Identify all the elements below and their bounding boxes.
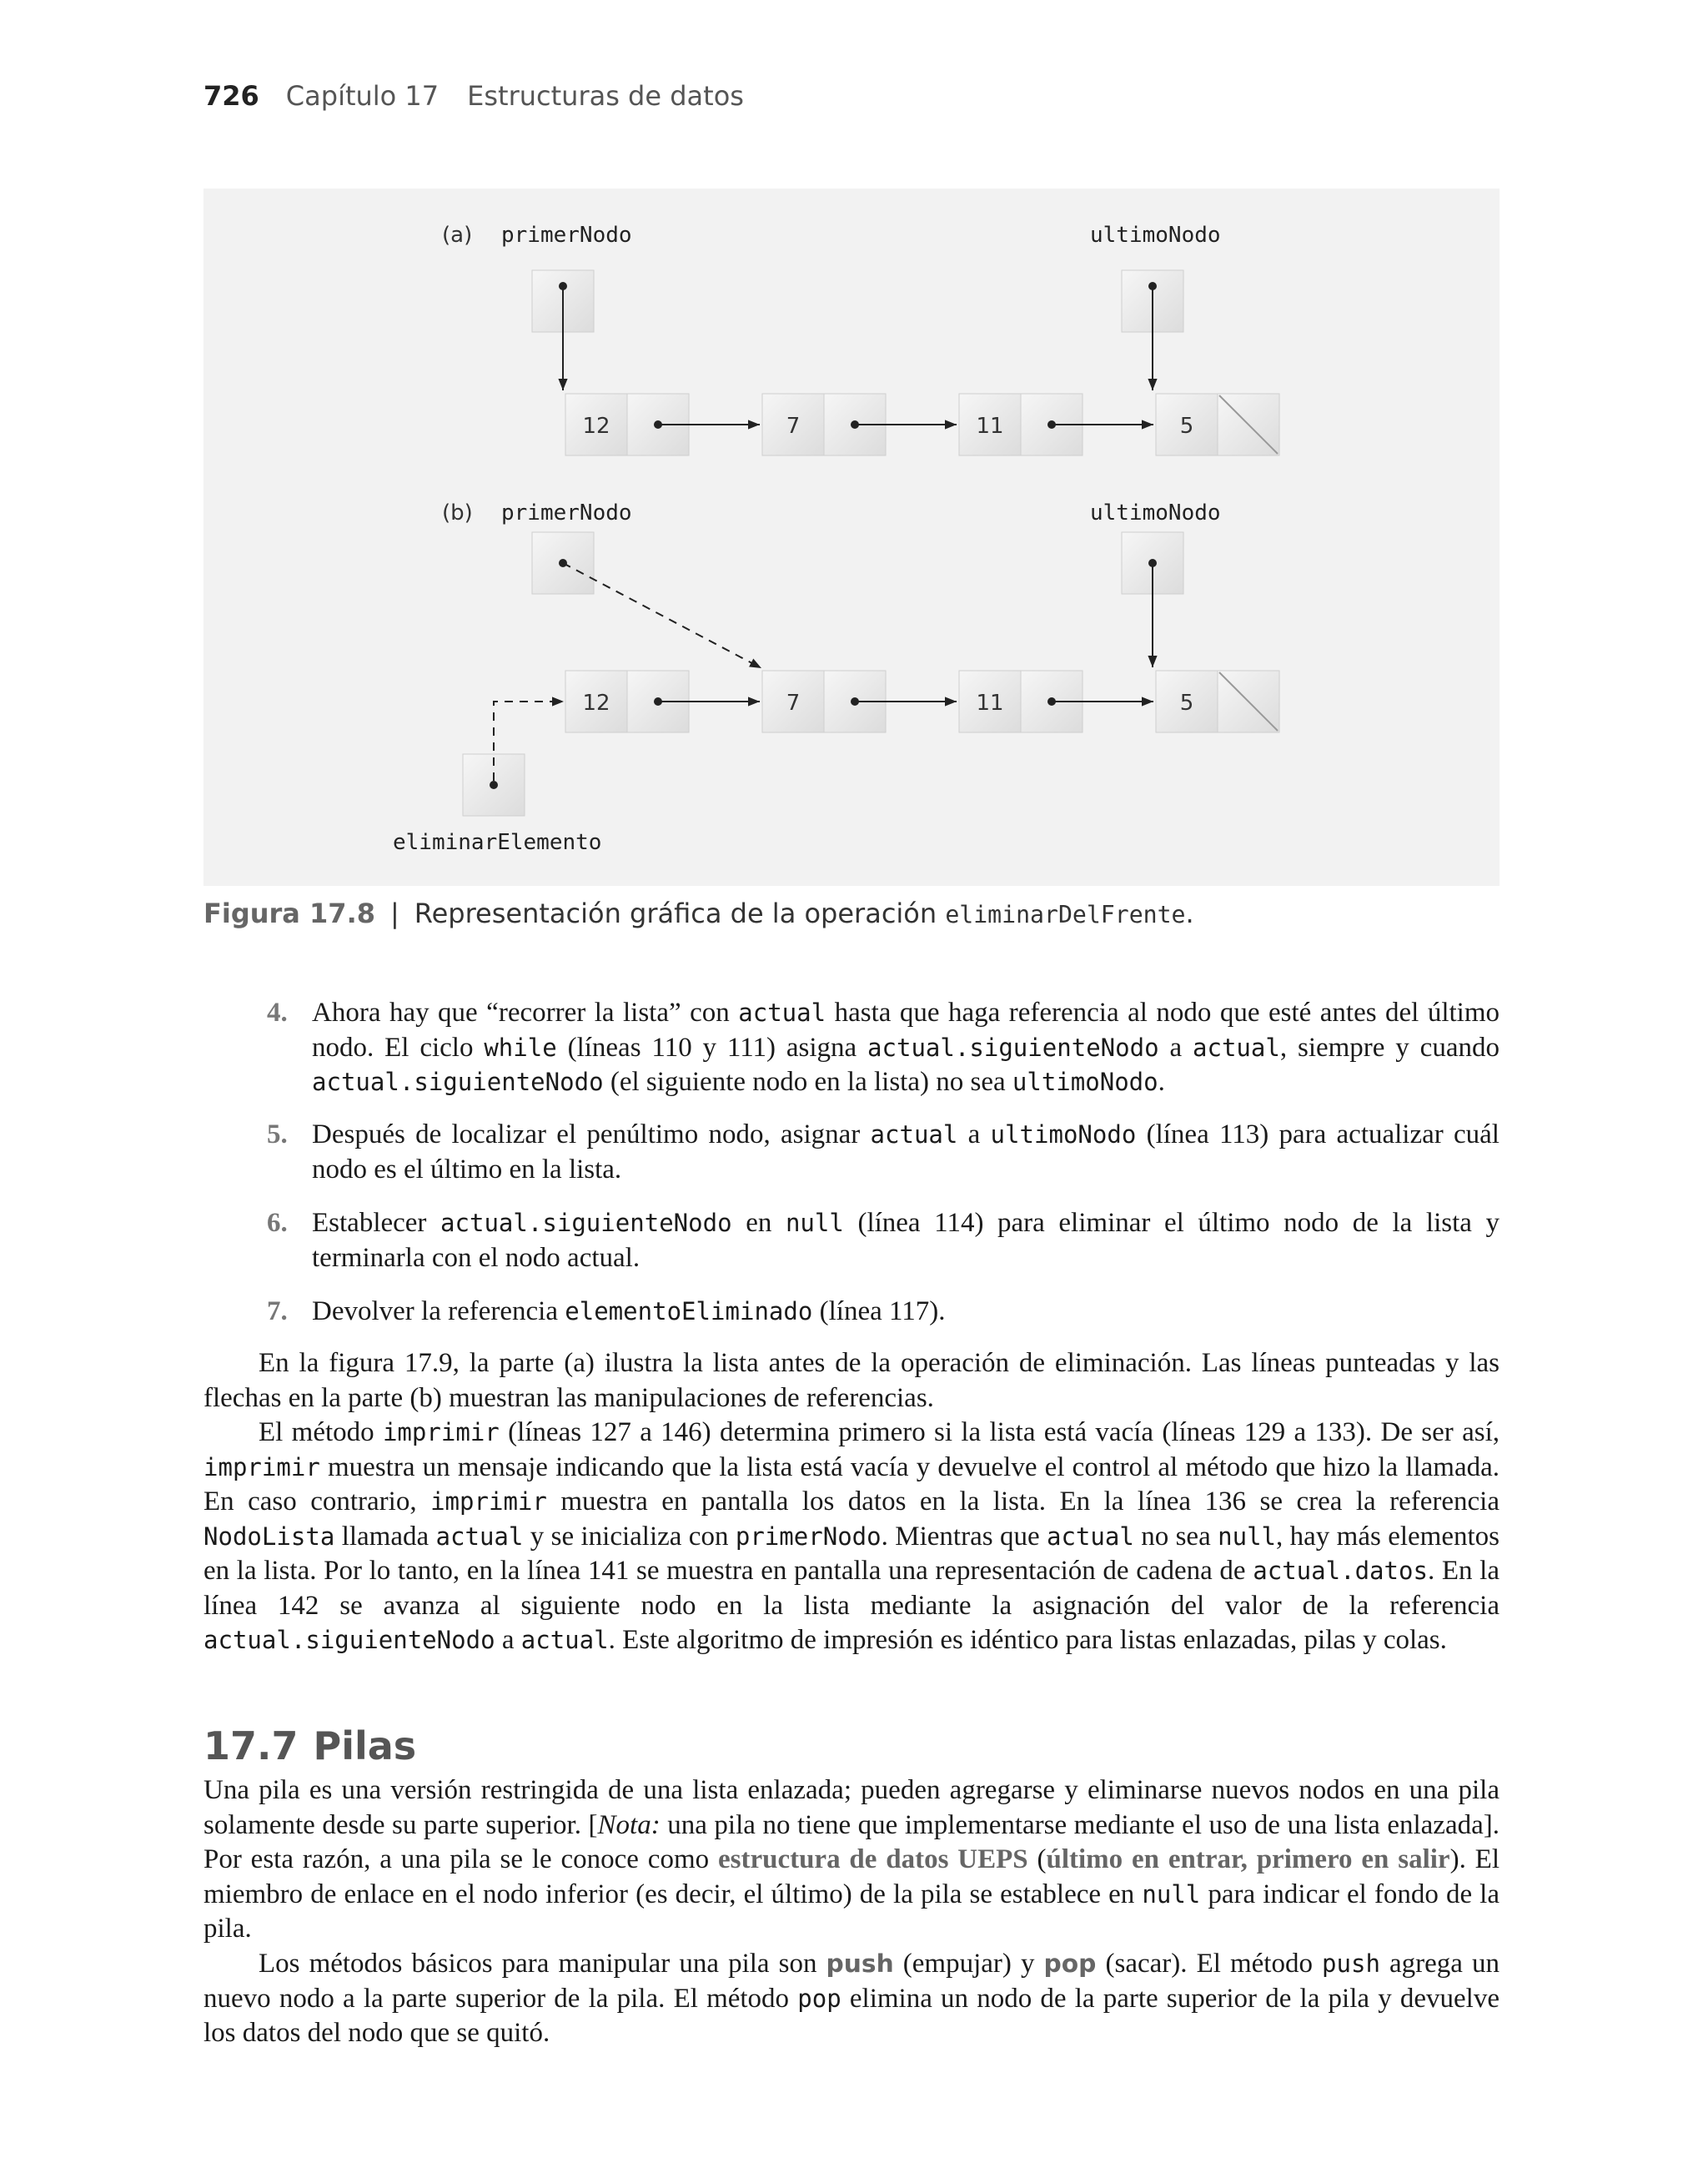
text-run: (: [1027, 1844, 1047, 1874]
text-run: a: [495, 1625, 521, 1655]
step-body: [312, 1118, 1500, 1187]
key-term: último en entrar, primero en salir: [1046, 1844, 1450, 1874]
caption-text: Representación gráfica de la operación: [414, 898, 946, 929]
part-b-label: (b): [442, 500, 473, 526]
text-run: para indicar el fondo de la pila.: [203, 1879, 1500, 1944]
inline-code: ultimoNodo: [990, 1120, 1137, 1149]
node-value: 5: [1179, 414, 1194, 439]
paragraph-push-pop: [203, 1947, 1500, 2051]
text-run: .: [1158, 1067, 1165, 1097]
caption-separator: |: [389, 898, 399, 929]
caption-code: eliminarDelFrente: [945, 901, 1186, 928]
step-body: [312, 1295, 1500, 1330]
node-value: 12: [582, 414, 610, 439]
step-number: 4.: [267, 998, 288, 1028]
figure-diagram: [203, 189, 1500, 886]
eliminar-elemento-label: eliminarElemento: [393, 830, 602, 855]
text-run: . Este algoritmo de impresión es idéntico para listas enlazadas, pilas y colas.: [608, 1625, 1447, 1655]
node-value: 5: [1179, 691, 1194, 716]
node-value: 11: [976, 414, 1004, 439]
inline-code: actual: [870, 1120, 958, 1149]
inline-code: null: [1142, 1879, 1201, 1909]
paragraph-pilas-intro: [203, 1773, 1500, 1947]
text-run: Ahora hay que “recorrer la lista” con: [312, 998, 739, 1028]
inline-code: while: [484, 1033, 557, 1062]
text-run: a: [957, 1119, 991, 1149]
step-body: [312, 1206, 1500, 1275]
step-7: [267, 1295, 1500, 1330]
inline-code: imprimir: [430, 1487, 547, 1516]
inline-code: null: [1218, 1522, 1277, 1551]
italic-text: Nota:: [597, 1809, 661, 1840]
step-number: 6.: [267, 1208, 288, 1238]
chapter-title: Estructuras de datos: [467, 80, 744, 112]
step-4: [267, 996, 1500, 1100]
text-run: una pila no tiene que implementarse mediante el uso de una lista enlazada]. Por esta razón, a una pila se le conoce como: [203, 1809, 1500, 1874]
text-run: (el siguiente nodo en la lista) no sea: [603, 1067, 1012, 1097]
text-run: (línea 117).: [812, 1296, 946, 1326]
text-run: En la figura 17.9, la parte (a) ilustra la lista antes de la operación de eliminación. Las líneas punteadas y las flechas en la parte (b) muestran las manipulaciones de referencias.: [203, 1348, 1500, 1413]
inline-code: pop: [797, 1984, 841, 2013]
inline-code: push: [1322, 1949, 1380, 1978]
text-run: muestra un mensaje indicando que la lista está vacía y devuelve el control al método que hizo la llamada. En caso contrario,: [203, 1451, 1500, 1517]
text-run: (líneas 110 y 111) asigna: [556, 1032, 868, 1063]
page-number: 726: [203, 80, 259, 112]
inline-code: elementoEliminado: [565, 1297, 813, 1325]
text-run: no sea: [1133, 1521, 1218, 1552]
key-term: estructura de datos UEPS: [717, 1844, 1028, 1874]
text-run: hasta que haga referencia al nodo que esté antes del último nodo. El ciclo: [312, 998, 1500, 1063]
inline-code: imprimir: [203, 1452, 320, 1481]
text-run: Establecer: [312, 1208, 441, 1238]
step-5: [267, 1118, 1500, 1187]
node-value: 7: [786, 414, 801, 439]
step-number: 5.: [267, 1119, 288, 1149]
inline-code: actual.siguienteNodo: [312, 1068, 604, 1096]
primer-nodo-label-b: primerNodo: [501, 500, 632, 526]
inline-code: actual.siguienteNodo: [203, 1626, 495, 1654]
inline-code: actual: [520, 1626, 609, 1654]
inline-code: actual: [435, 1522, 524, 1551]
node-value: 7: [786, 691, 801, 716]
text-run: a: [1158, 1032, 1193, 1063]
ultimo-nodo-label-a: ultimoNodo: [1090, 223, 1221, 248]
paragraph-figure-17-9: [203, 1346, 1500, 1416]
text-run: muestra en pantalla los datos en la lista. En la línea 136 se crea la referencia: [546, 1486, 1500, 1517]
text-run: ). El miembro de enlace en el nodo inferior (es decir, el último) de la pila se establece en: [203, 1844, 1500, 1909]
step-body: [312, 996, 1500, 1100]
section-heading: [203, 1723, 416, 1768]
node-5-b: [1156, 671, 1279, 732]
text-run: (línea 113) para actualizar cuál nodo es el último en la lista.: [312, 1119, 1500, 1185]
inline-code: null: [785, 1209, 844, 1237]
inline-code: imprimir: [382, 1418, 500, 1446]
chapter-label: Capítulo 17: [285, 80, 440, 112]
inline-code: actual.siguienteNodo: [440, 1209, 732, 1237]
text-run: (línea 114) para eliminar el último nodo de la lista y terminarla con el nodo actual.: [312, 1208, 1500, 1273]
section-title: Pilas: [313, 1723, 417, 1768]
figure-caption: [203, 898, 1194, 929]
caption-label: Figura 17.8: [203, 898, 375, 929]
text-run: . Mientras que: [881, 1521, 1047, 1552]
node-5-a: [1156, 394, 1279, 455]
inline-code: actual.siguienteNodo: [867, 1033, 1159, 1062]
inline-code: ultimoNodo: [1012, 1068, 1158, 1096]
text-run: (líneas 127 a 146) determina primero si la lista está vacía (líneas 129 a 133). De ser así,: [499, 1417, 1500, 1447]
node-value: 11: [976, 691, 1004, 716]
text-run: elimina un nodo de la parte superior de la pila y devuelve los datos del nodo que se quitó.: [203, 1983, 1500, 2048]
dashed-arrow-primer: [563, 563, 761, 668]
text-run: , siempre y cuando: [1279, 1032, 1500, 1063]
text-run: y se inicializa con: [523, 1521, 736, 1552]
part-a-label: (a): [442, 223, 473, 248]
text-run: (empujar) y: [893, 1949, 1044, 1979]
text-run: (sacar). El método: [1096, 1949, 1323, 1979]
inline-code: actual: [1192, 1033, 1280, 1062]
inline-code: actual: [738, 998, 826, 1027]
text-run: agrega un nuevo nodo a la parte superior de la pila. El método: [203, 1949, 1500, 2014]
inline-code: actual.datos: [1253, 1557, 1428, 1585]
text-run: . En la línea 142 se avanza al siguiente nodo en la lista mediante la asignación del valor de la referencia: [203, 1556, 1500, 1621]
method-term: pop: [1043, 1949, 1097, 1979]
section-number: 17.7: [203, 1723, 299, 1768]
ultimo-nodo-label-b: ultimoNodo: [1090, 500, 1221, 526]
text-run: en: [731, 1208, 786, 1238]
step-number: 7.: [267, 1296, 288, 1326]
caption-end: .: [1185, 898, 1194, 929]
paragraph-imprimir: [203, 1416, 1500, 1658]
text-run: Después de localizar el penúltimo nodo, asignar: [312, 1119, 871, 1149]
inline-code: NodoLista: [203, 1522, 335, 1551]
step-6: [267, 1206, 1500, 1275]
inline-code: actual: [1046, 1522, 1134, 1551]
running-head: [203, 80, 744, 112]
text-run: Una pila es una versión restringida de una lista enlazada; pueden agregarse y eliminarse nuevos nodos en una pila solamente desde su parte superior. [: [203, 1775, 1500, 1840]
primer-nodo-label-a: primerNodo: [501, 223, 632, 248]
text-run: Los métodos básicos para manipular una pila son: [259, 1949, 826, 1979]
node-value: 12: [582, 691, 610, 716]
text-run: Devolver la referencia: [312, 1296, 565, 1326]
text-run: El método: [259, 1417, 383, 1447]
text-run: , hay más elementos en la lista. Por lo tanto, en la línea 141 se muestra en pantalla una representación de cadena de: [203, 1521, 1500, 1586]
figure-linked-list: [203, 189, 1500, 886]
method-term: push: [826, 1949, 894, 1979]
inline-code: primerNodo: [735, 1522, 882, 1551]
text-run: llamada: [334, 1521, 436, 1552]
